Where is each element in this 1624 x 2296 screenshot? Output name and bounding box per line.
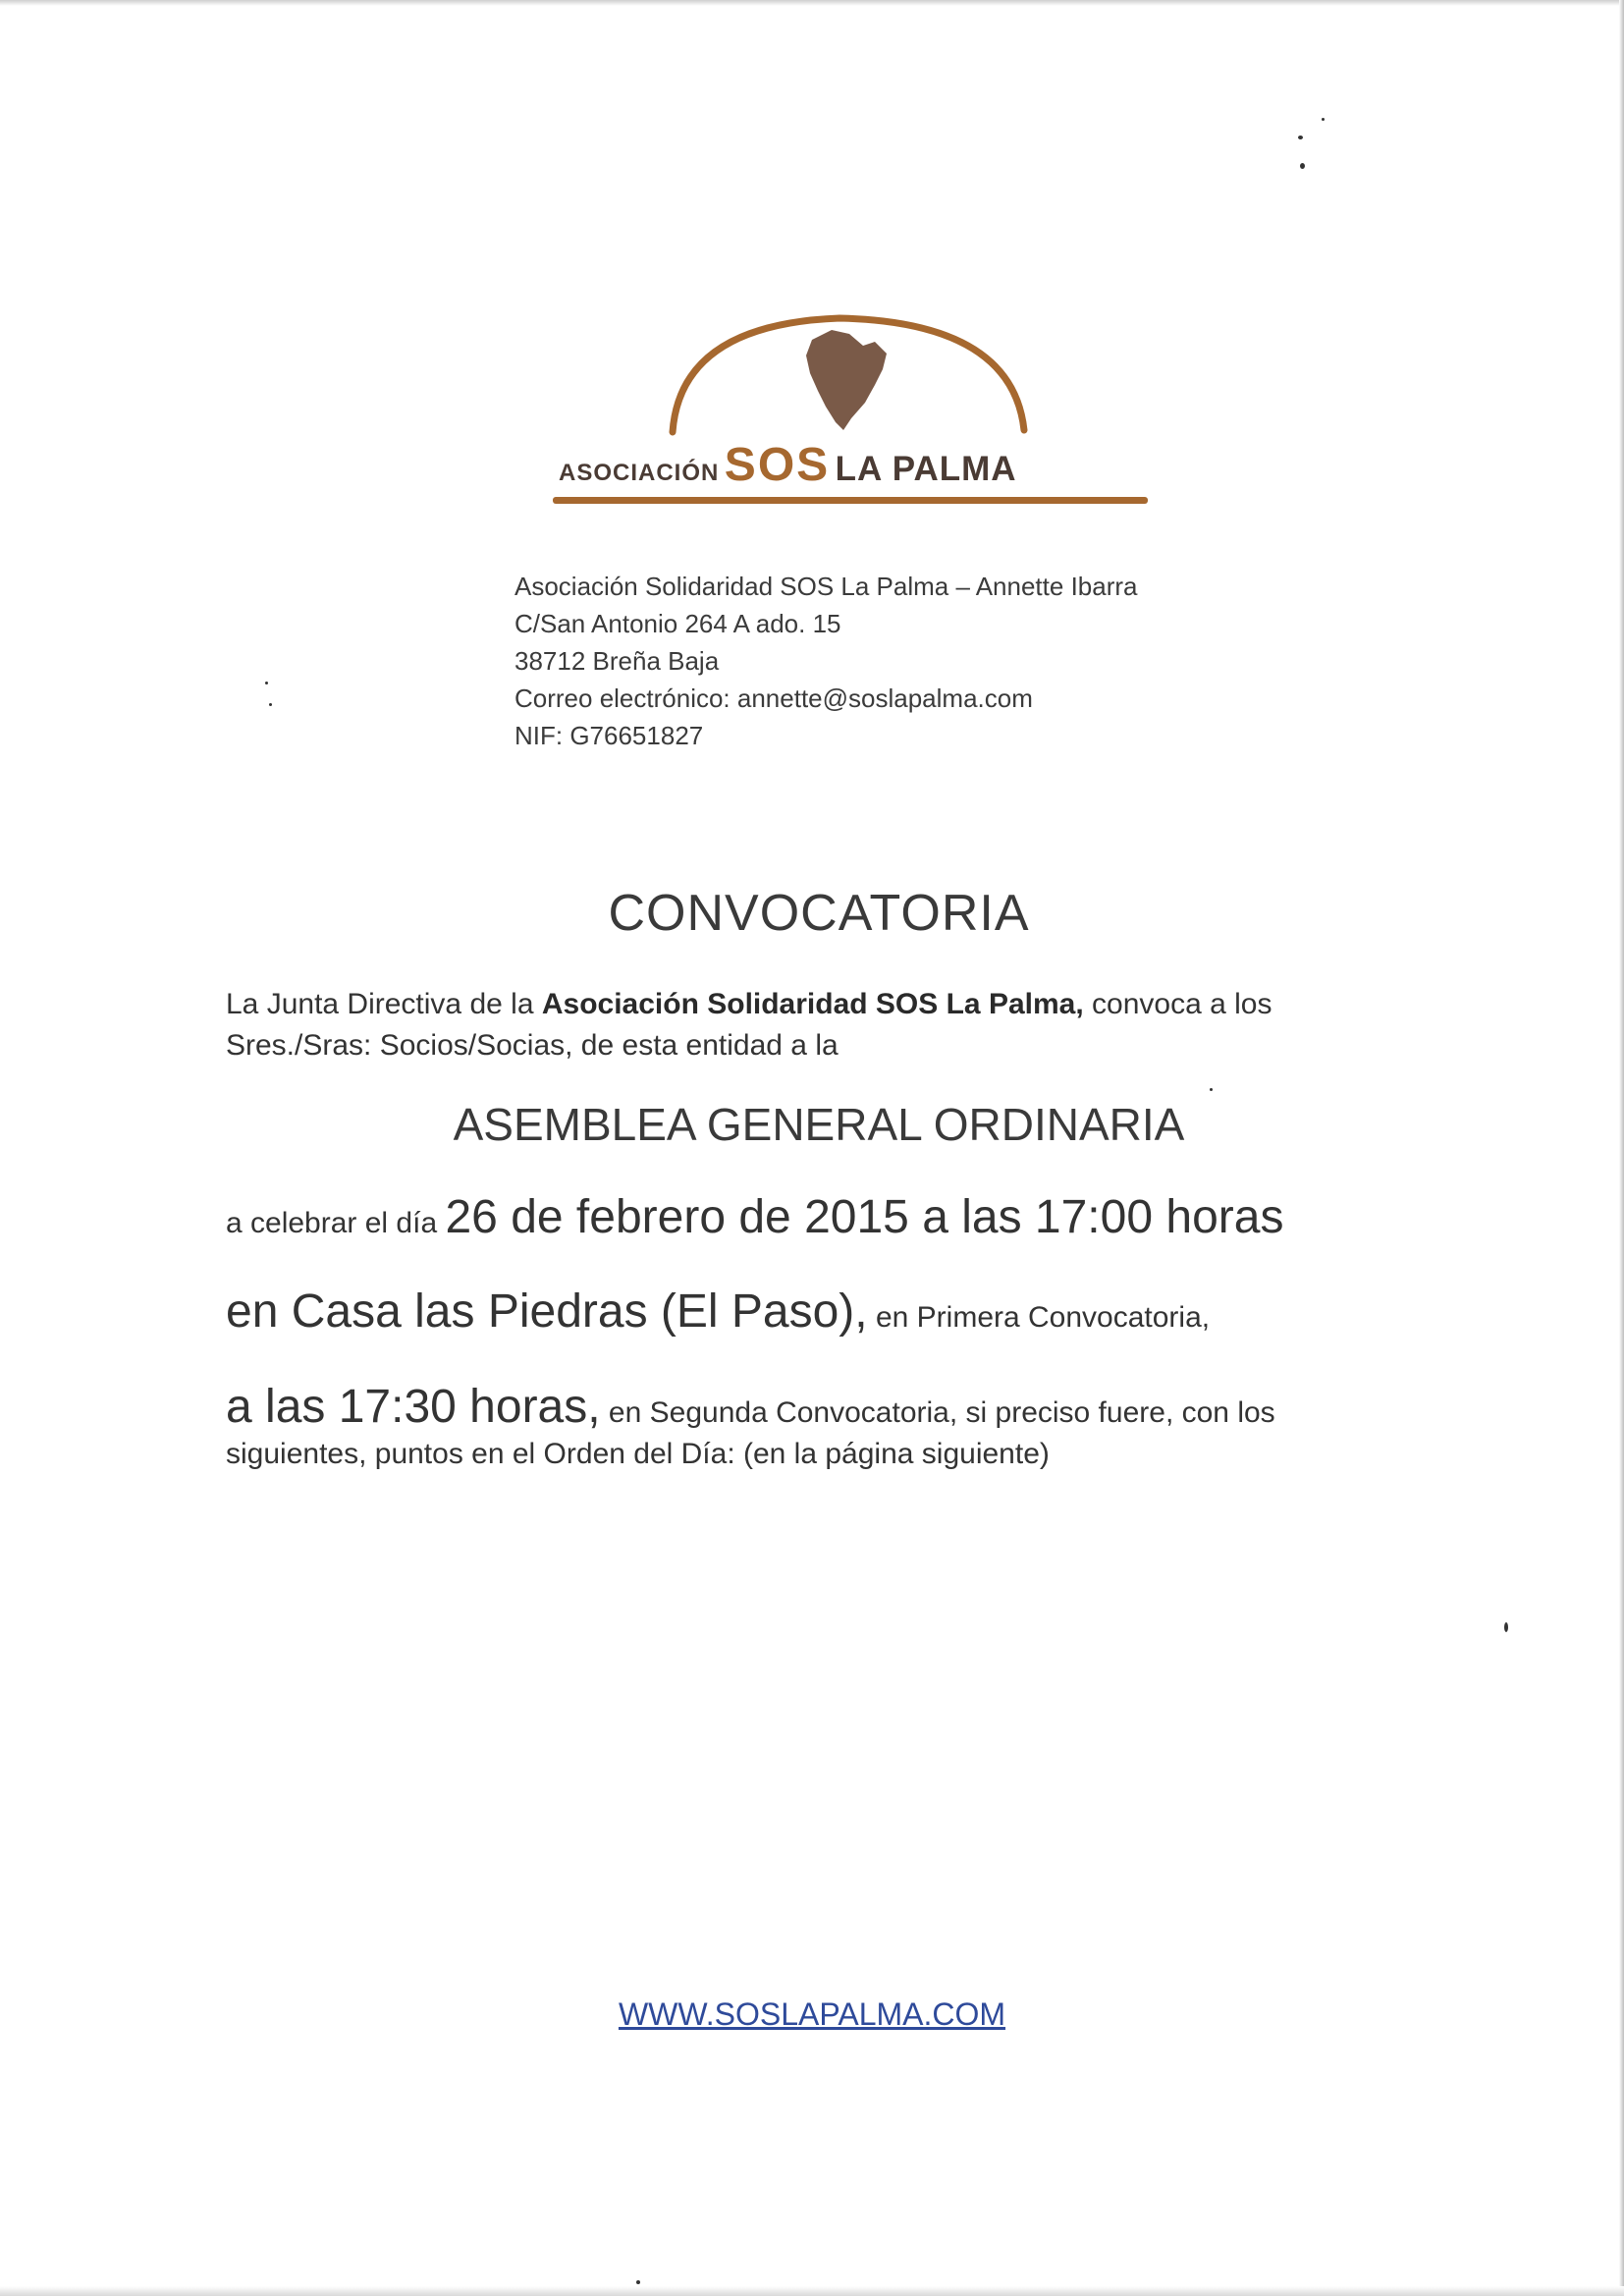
- place-suffix: en Primera Convocatoria,: [867, 1301, 1211, 1334]
- second-call-main: a las 17:30 horas,: [226, 1381, 601, 1433]
- scan-speck: [636, 2280, 640, 2284]
- place-line: [226, 1285, 1210, 1339]
- agenda-reference-line: siguientes, puntos en el Orden del Día: (en la página siguiente): [226, 1438, 1050, 1470]
- intro-text-end: convoca a los Sres./Sras: Socios/Socias, de esta entidad a la: [226, 988, 1272, 1062]
- logo-wordmark: [559, 438, 1148, 492]
- document-title: CONVOCATORIA: [608, 885, 1030, 942]
- second-call-suffix: en Segunda Convocatoria, si preciso fuere, con los: [600, 1396, 1275, 1429]
- scan-speck: [1322, 118, 1325, 121]
- intro-text-start: La Junta Directiva de la: [226, 988, 542, 1020]
- place-main: en Casa las Piedras (El Paso),: [226, 1285, 868, 1338]
- address-line-street: C/San Antonio 264 A ado. 15: [514, 609, 841, 638]
- date-prefix: a celebrar el día: [226, 1207, 446, 1239]
- scan-speck: [269, 703, 272, 706]
- logo-word-la-palma: LA PALMA: [835, 450, 1017, 488]
- address-line-email: Correo electrónico: annette@soslapalma.com: [514, 683, 1033, 713]
- scan-speck: [1504, 1622, 1508, 1632]
- association-logo: [545, 312, 1154, 519]
- sender-address-block: [514, 568, 1138, 754]
- address-line-city: 38712 Breña Baja: [514, 646, 720, 676]
- second-call-line: [226, 1380, 1275, 1434]
- intro-association-name: Asociación Solidaridad SOS La Palma,: [541, 988, 1084, 1020]
- address-line-nif: NIF: G76651827: [514, 721, 704, 750]
- scan-speck: [265, 682, 268, 684]
- scan-speck: [1298, 136, 1303, 139]
- website-link[interactable]: WWW.SOSLAPALMA.COM: [618, 1996, 1006, 2032]
- scan-edge-top: [0, 0, 1624, 6]
- logo-word-asociacion: ASOCIACIÓN: [559, 460, 720, 486]
- intro-paragraph: [226, 984, 1424, 1066]
- logo-word-sos: SOS: [724, 439, 831, 491]
- assembly-title: ASEMBLEA GENERAL ORDINARIA: [453, 1099, 1185, 1150]
- scan-speck: [1210, 1088, 1213, 1091]
- date-line: [226, 1190, 1283, 1244]
- address-line-name: Asociación Solidaridad SOS La Palma – Annette Ibarra: [514, 572, 1138, 601]
- date-main: 26 de febrero de 2015 a las 17:00 horas: [445, 1191, 1284, 1243]
- scan-speck: [1300, 163, 1305, 169]
- scan-edge-bottom: [0, 2286, 1624, 2296]
